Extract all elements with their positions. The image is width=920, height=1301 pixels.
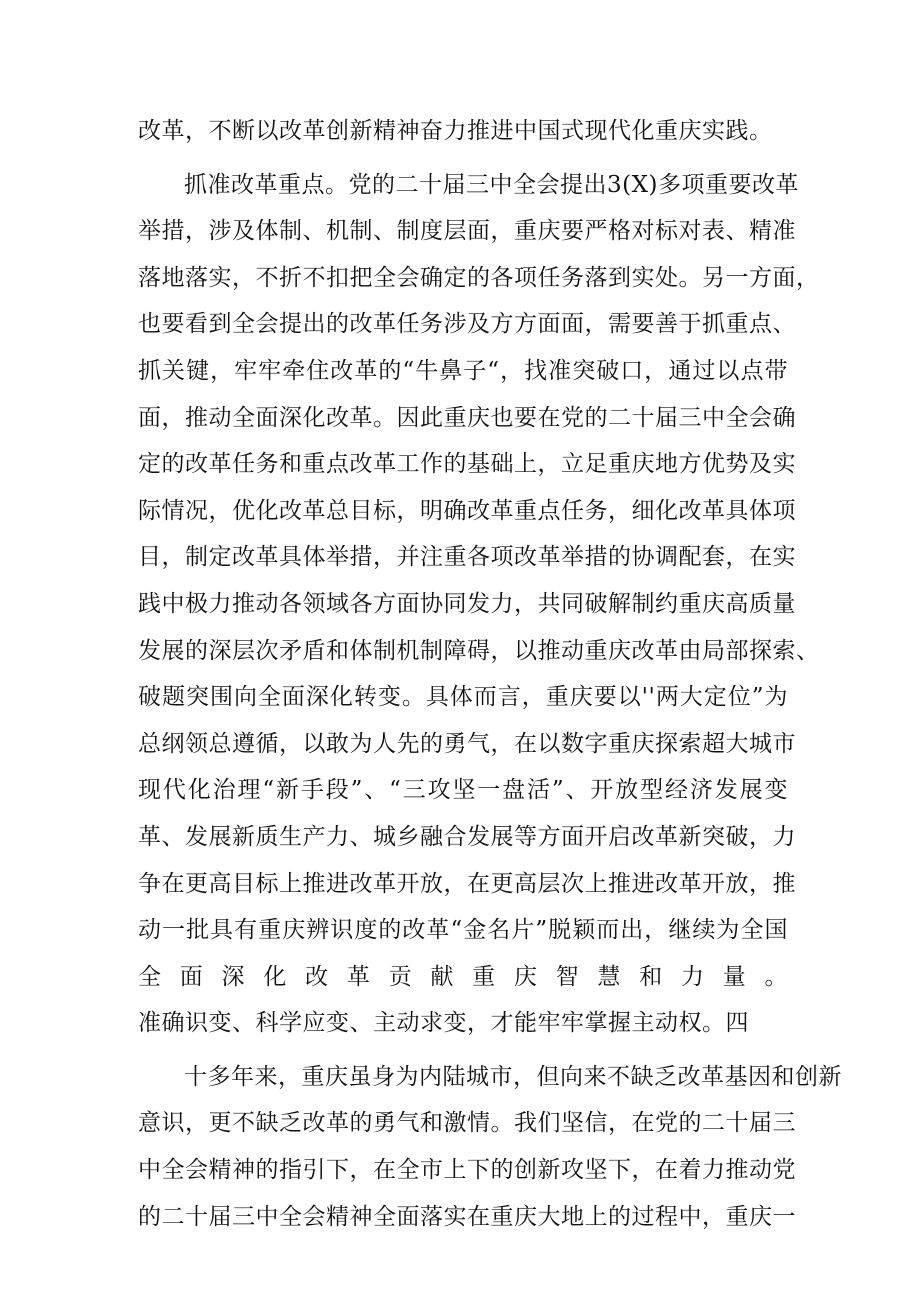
text-line: 准确识变、科学应变、主动求变，才能牢牢掌握主动权。四 — [138, 1010, 749, 1037]
text-line: 目，制定改革具体举措，并注重各项改革举措的协调配套，在实 — [138, 544, 796, 571]
text-line: 改革，不断以改革创新精神奋力推进中国式现代化重庆实践。 — [138, 118, 773, 144]
text-line: 抓关键，牢牢牵住改革的“牛鼻子“，找准突破口，通过以点带 — [138, 357, 788, 384]
text-line: 争在更高目标上推进改革开放，在更高层次上推进改革开放，推 — [138, 870, 796, 897]
paragraph-gap — [138, 155, 788, 162]
text-line: 举措，涉及体制、机制、制度层面，重庆要严格对标对表、精准 — [138, 218, 796, 245]
text-line: 现代化治理“新手段”、“三攻坚一盘活”、开放型经济发展变 — [138, 777, 788, 804]
text-line: 也要看到全会提出的改革任务涉及方方面面，需要善于抓重点、 — [138, 311, 796, 338]
text-line: 落地落实，不折不扣把全会确定的各项任务落到实处。另一方面， — [138, 264, 820, 291]
document-body — [138, 108, 842, 1287]
paragraph-first-line: 十多年来，重庆虽身为内陆城市，但向来不缺乏改革基因和创新 — [184, 1063, 842, 1090]
text-line — [138, 1240, 788, 1287]
text-line: 际情况，优化改革总目标，明确改革重点任务，细化改革具体项 — [138, 497, 796, 524]
paragraph-first-line: 抓准改革重点。党的二十届三中全会提出3(X)多项重要改革 — [184, 171, 799, 198]
text-line: 总纲领总遵循，以敢为人先的勇气，在以数字重庆探索超大城市 — [138, 730, 796, 757]
paragraph-gap — [138, 1047, 788, 1054]
text-line: 践中极力推动各领域各方面协同发力，共同破解制约重庆高质量 — [138, 590, 796, 617]
text-line: 动一批具有重庆辨识度的改革“金名片”脱颖而出，继续为全国 — [138, 917, 788, 944]
text-line: 意识，更不缺乏改革的勇气和激情。我们坚信，在党的二十届三 — [138, 1110, 796, 1137]
text-line: 面，推动全面深化改革。因此重庆也要在党的二十届三中全会确 — [138, 404, 796, 431]
text-line: 定的改革任务和重点改革工作的基础上，立足重庆地方优势及实 — [138, 451, 796, 478]
text-line: 发展的深层次矛盾和体制机制障碍，以推动重庆改革由局部探索、 — [138, 637, 820, 664]
text-line: 的二十届三中全会精神全面落实在重庆大地上的过程中，重庆一 — [138, 1203, 796, 1230]
text-line: 革、发展新质生产力、城乡融合发展等方面开启改革新突破，力 — [138, 823, 796, 850]
text-line: 破题突围向全面深化转变。具体而言，重庆要以''两大定位”为 — [138, 684, 788, 711]
text-line: 全面深化改革贡献重庆智慧和力量。 — [138, 963, 788, 990]
text-line: 中全会精神的指引下，在全市上下的创新攻坚下，在着力推动党 — [138, 1157, 796, 1184]
